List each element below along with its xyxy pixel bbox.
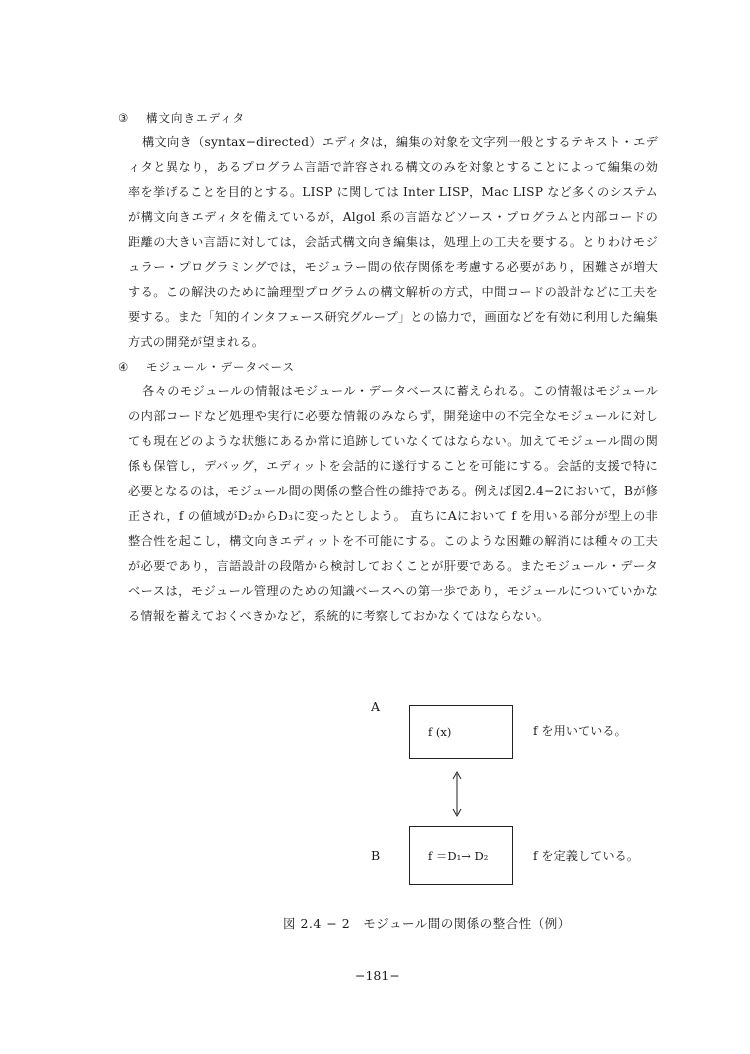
section-4-heading (118, 359, 295, 375)
module-a-label: A (371, 699, 381, 714)
module-b-note: f を定義している。 (533, 849, 639, 863)
module-a-box-text: f (x) (428, 725, 452, 739)
section-3-body: 構文向き（syntax−directed）エディタは，編集の対象を文字列一般とするテキスト・エディタと異なり，あるプログラム言語で許容される構文のみを対象とすることによって編集の効率を挙げることを目的とする。LISP に関しては Inter LISP，Mac LISP など多くのシステムが構文向きエディタを備えているが，Algol 系の言語などソース・プログラムと内部コードの距離の大きい言語に対しては，会話式構文向き編集は，処理上の工夫を要する。とりわけモジュラー・プログラミングでは，モジュラー間の依存関係を考慮する必要があり，困難さが増大する。この解決のために論理型プログラムの構文解析の方式，中間コードの設計などに工夫を要する。また「知的インタフェース研究グループ」との協力で，画面などを有効に利用した編集方式の開発が望まれる。 (128, 135, 658, 349)
module-a-box (409, 705, 513, 759)
module-b-box-text: f ＝D₁→ D₂ (428, 848, 489, 863)
module-a-note: f を用いている。 (533, 724, 627, 738)
section-4-title: モジュール・データベース (146, 360, 295, 374)
module-b-box (409, 826, 513, 885)
figure-caption: 図 2.4 − 2 モジュール間の関係の整合性（例） (283, 916, 571, 931)
double-arrow-icon (449, 770, 465, 818)
section-3-title: 構文向きエディタ (146, 111, 246, 125)
module-b-label: B (371, 848, 381, 863)
section-4-body: 各々のモジュールの情報はモジュール・データベースに蓄えられる。この情報はモジュールの内部コードなど処理や実行に必要な情報のみならず，開発途中の不完全なモジュールに対しても現在どのような状態にあるか常に追跡していなくてはならない。加えてモジュール間の関係も保管し，デバッグ，エディットを会話的に遂行することを可能にする。会話的支援で特に必要となるのは，モジュール間の関係の整合性の維持である。例えば図2.4−2において，Bが修正され，f の値域がD₂からD₃に変ったとしよう。 直ちにAにおいて f を用いる部分が型上の非整合性を起こし，構文向きエディットを不可能にする。このような困難の解消には種々の工夫が必要であり，言語設計の段階から検討しておくことが肝要である。またモジュール・データベースは，モジュール管理のための知識ベースへの第一歩であり，モジュールについていかなる情報を蓄えておくべきかなど，系統的に考察しておかなくてはならない。 (128, 384, 658, 623)
section-4-number: ④ (118, 360, 130, 374)
section-3-heading (118, 110, 245, 126)
page-number: −181− (355, 968, 400, 983)
section-3-number: ③ (118, 111, 130, 125)
